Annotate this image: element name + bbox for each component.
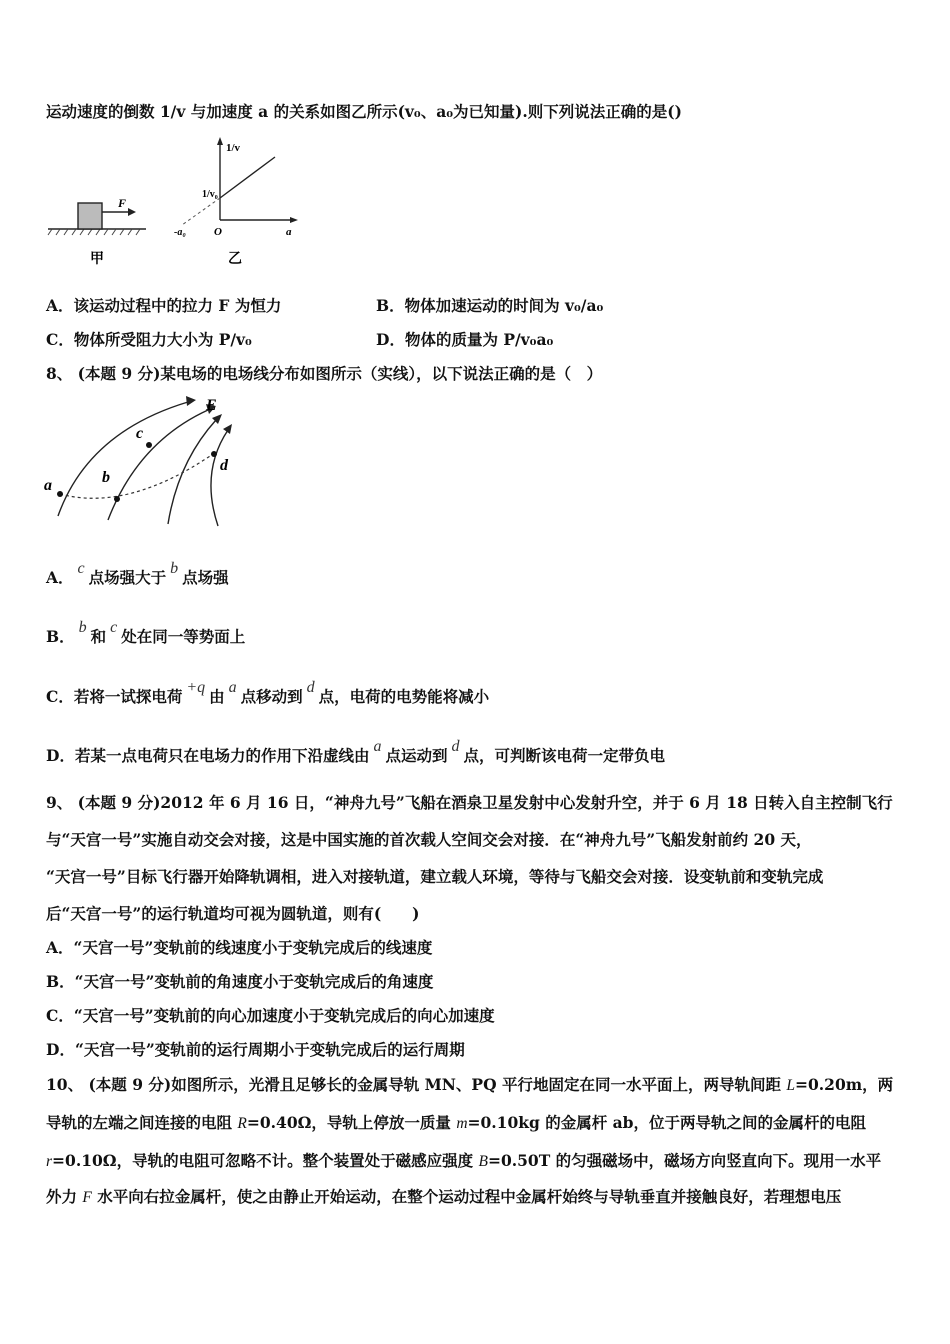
q10-line-4: 外力 F 水平向右拉金属杆，使之由静止开始运动，在整个运动过程中金属杆始终与导轨垂直并接触良好，若理想电压	[46, 1187, 842, 1206]
caption-jia: 甲	[90, 252, 104, 267]
q9-line-1: 9、 (本题 9 分)2012 年 6 月 16 日，“神舟九号”飞船在酒泉卫星发射中心发射升空，并于 6 月 18 日转入自主控制飞行	[46, 793, 893, 812]
label-d: d	[220, 457, 228, 474]
dashed-path	[60, 454, 213, 498]
q8-stem: 8、 (本题 9 分)某电场的电场线分布如图所示（实线），以下说法正确的是（ ）	[46, 364, 603, 383]
label-e: E	[206, 397, 217, 414]
label-b: b	[102, 469, 110, 486]
q7-option-b[interactable]: B．物体加速运动的时间为 v₀/a₀	[376, 296, 604, 315]
q8-option-a[interactable]: A． c 点场强大于 b 点场强	[46, 560, 229, 587]
q9-option-b[interactable]: B．“天宫一号”变轨前的角速度小于变轨完成后的角速度	[46, 972, 434, 991]
q8-option-b[interactable]: B． b 和 c 处在同一等势面上	[46, 619, 246, 646]
figure-jia	[40, 185, 160, 270]
caption-yi: 乙	[228, 252, 242, 267]
q7-option-d[interactable]: D．物体的质量为 P/v₀a₀	[376, 330, 554, 349]
origin-label: O	[214, 226, 222, 238]
y-label: 1/v	[226, 142, 241, 154]
block	[78, 203, 102, 229]
figure-yi	[170, 135, 305, 270]
electric-field-figure	[38, 392, 248, 532]
q10-line-2: 导轨的左端之间连接的电阻 R=0.40Ω，导轨上停放一质量 m=0.10kg 的金属杆 ab，位于两导轨之间的金属杆的电阻	[46, 1113, 867, 1132]
force-label: F	[118, 196, 127, 210]
q7-option-a[interactable]: A．该运动过程中的拉力 F 为恒力	[46, 296, 282, 315]
field-line-1	[58, 402, 188, 516]
field-line-3	[168, 420, 216, 524]
q7-stem: 运动速度的倒数 1/v 与加速度 a 的关系如图乙所示(v₀、a₀为已知量).则下列说法正确的是()	[46, 102, 682, 121]
q8-option-d[interactable]: D．若某一点电荷只在电场力的作用下沿虚线由 a 点运动到 d 点，可判断该电荷一定带负电	[46, 738, 665, 765]
q8-option-c[interactable]: C．若将一试探电荷 +q 由 a 点移动到 d 点，电荷的电势能将减小	[46, 679, 490, 706]
field-line-2	[108, 410, 208, 520]
label-a: a	[44, 477, 52, 494]
q9-line-3: “天宫一号”目标飞行器开始降轨调相，进入对接轨道，建立载人环境，等待与飞船交会对接．设变轨前和变轨完成	[46, 867, 824, 886]
q10-line-1: 10、 (本题 9 分)如图所示，光滑且足够长的金属导轨 MN、PQ 平行地固定在同一水平面上，两导轨间距 L=0.20m，两	[46, 1075, 894, 1094]
label-c: c	[136, 425, 144, 442]
q10-line-3: r=0.10Ω，导轨的电阻可忽略不计。整个装置处于磁感应强度 B=0.50T 的匀强磁场中，磁场方向竖直向下。现用一水平	[46, 1151, 882, 1170]
x-label: a	[286, 226, 292, 238]
field-line-4	[211, 430, 228, 526]
q9-option-a[interactable]: A．“天宫一号”变轨前的线速度小于变轨完成后的线速度	[46, 938, 433, 957]
neg-a0-label: -a₀	[174, 227, 186, 238]
q9-option-c[interactable]: C．“天宫一号”变轨前的向心加速度小于变轨完成后的向心加速度	[46, 1006, 495, 1025]
q7-option-c[interactable]: C．物体所受阻力大小为 P/v₀	[46, 330, 252, 349]
q9-line-4: 后“天宫一号”的运行轨道均可视为圆轨道，则有( )	[46, 904, 420, 923]
q9-option-d[interactable]: D．“天宫一号”变轨前的运行周期小于变轨完成后的运行周期	[46, 1040, 465, 1059]
q9-line-2: 与“天宫一号”实施自动交会对接，这是中国实施的首次载人空间交会对接．在“神舟九号”飞船发射前约 20 天，	[46, 830, 812, 849]
intercept-label: 1/v₀	[202, 189, 218, 200]
